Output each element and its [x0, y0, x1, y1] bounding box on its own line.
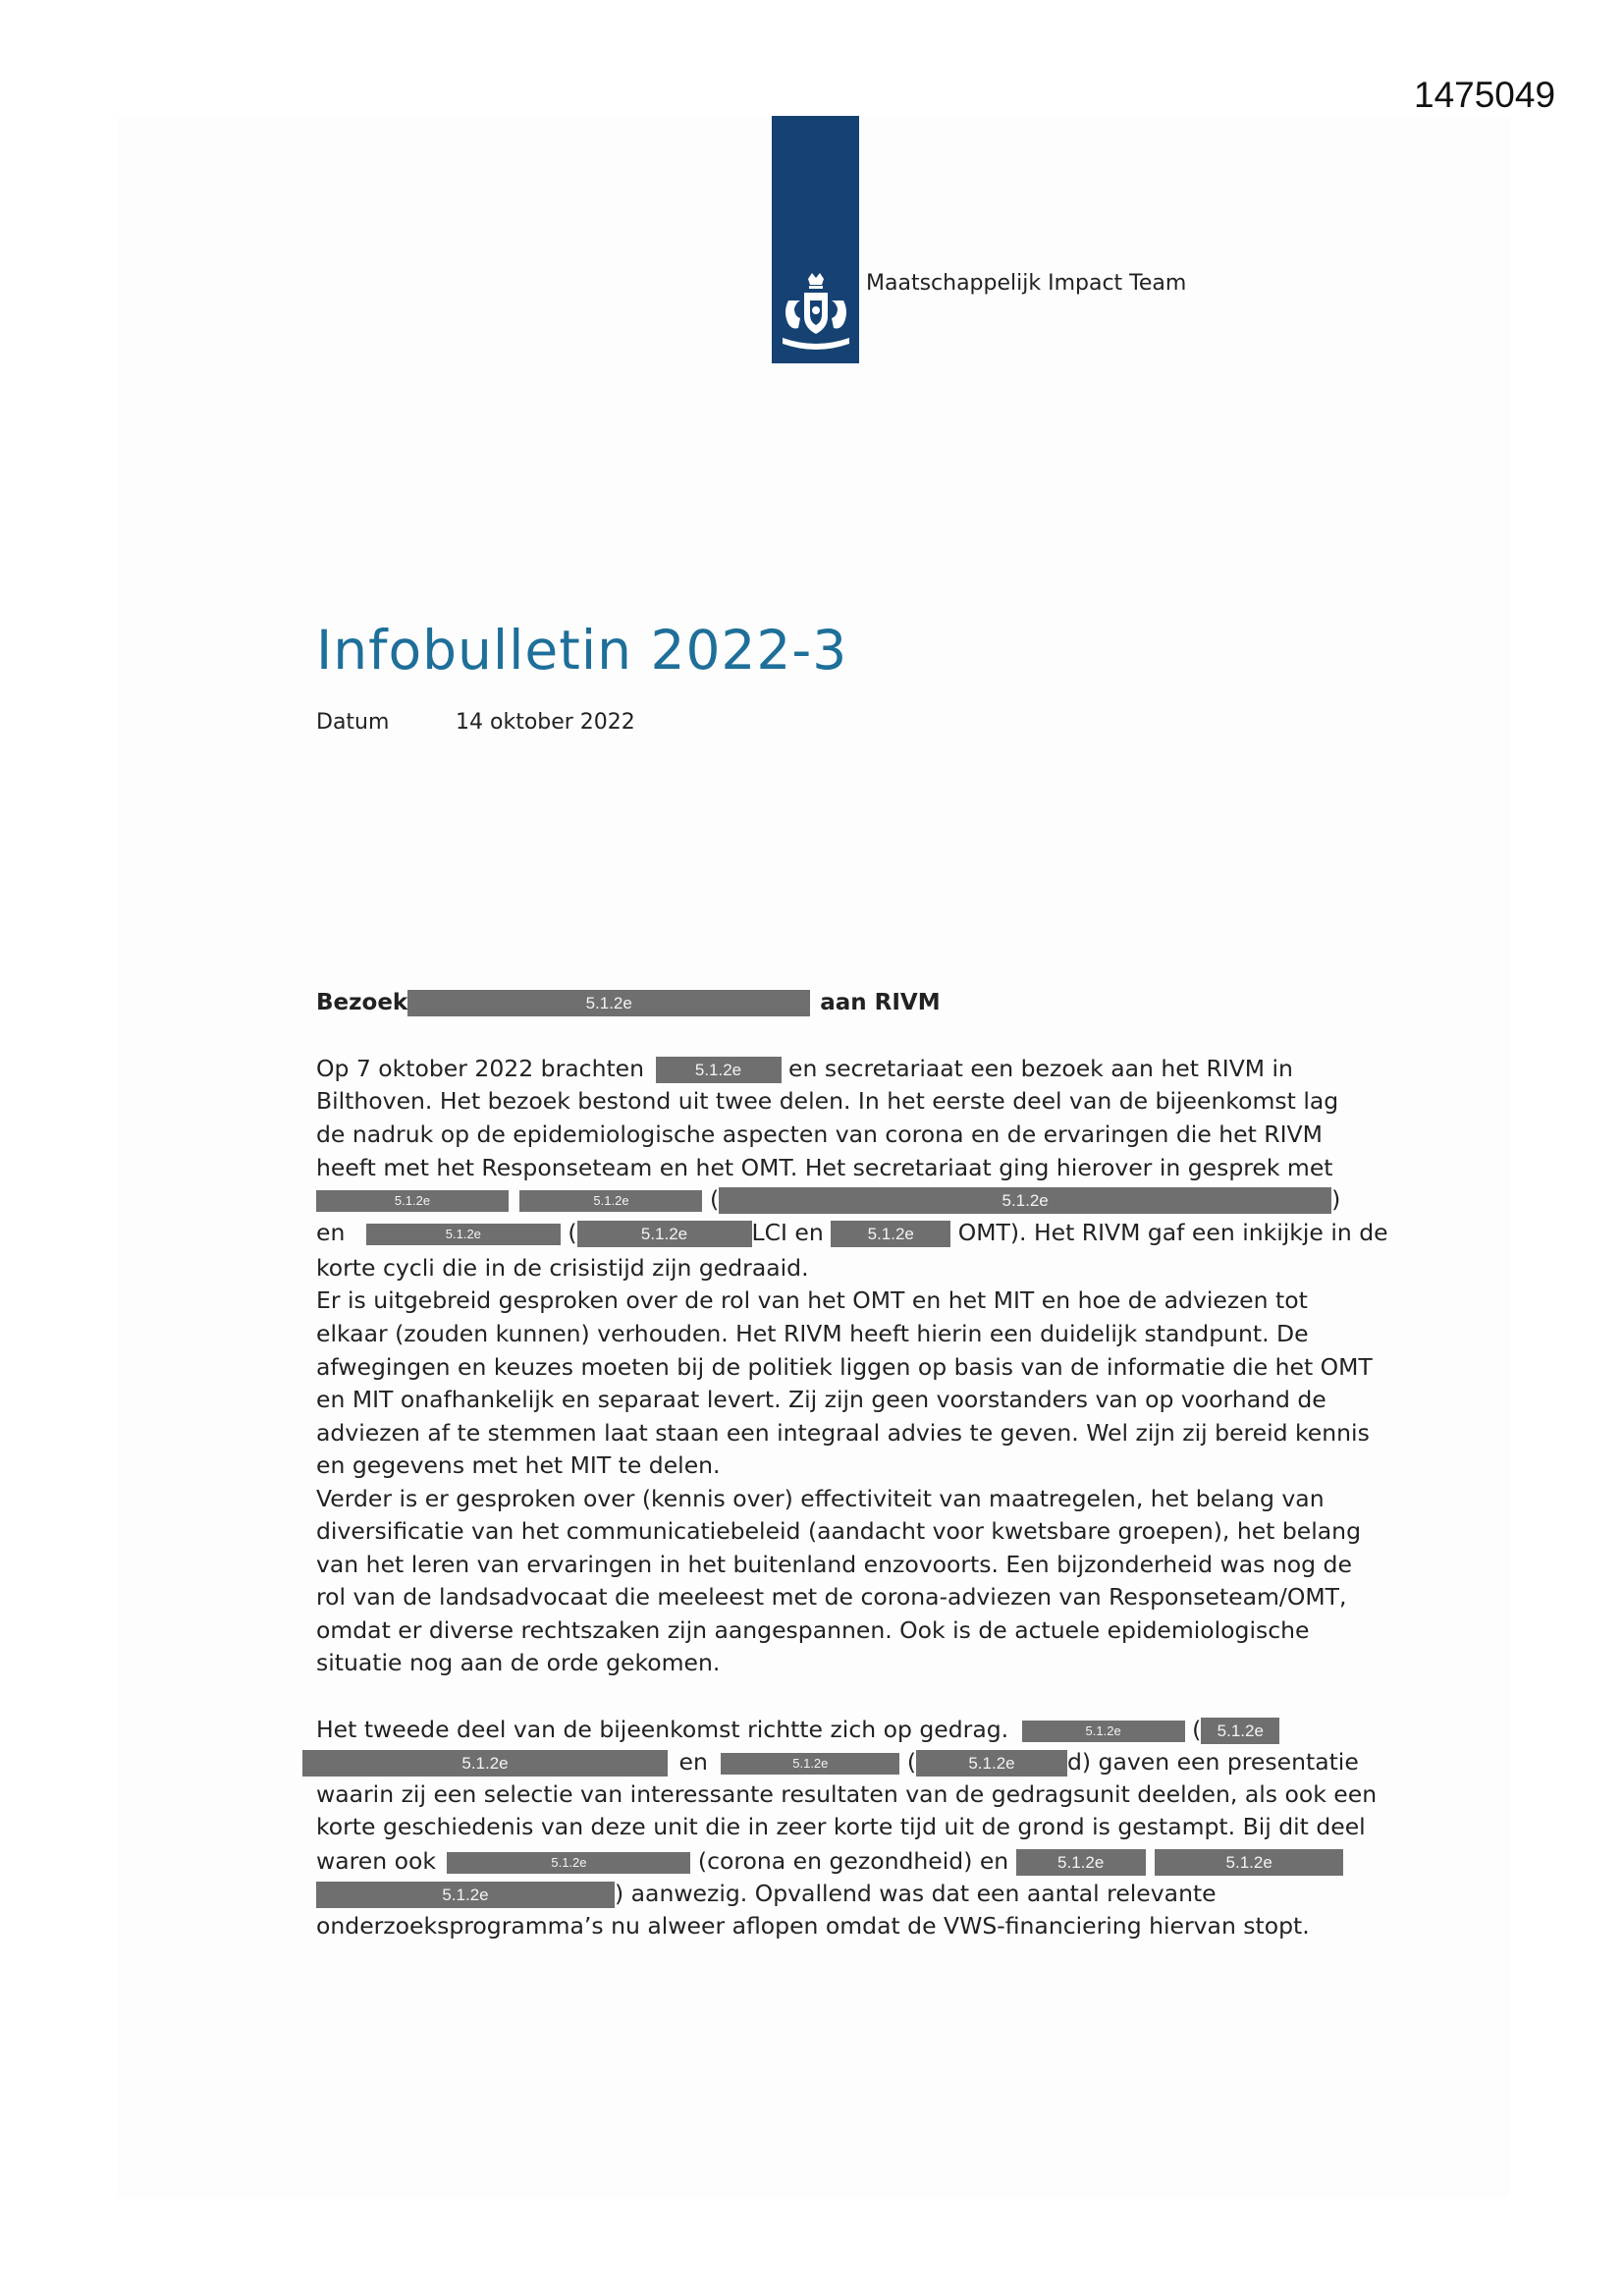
redaction-block: 5.1.2e	[656, 1057, 782, 1083]
redaction-block: 5.1.2e	[916, 1750, 1067, 1777]
date-value: 14 oktober 2022	[456, 710, 635, 735]
paragraph-line: korte geschiedenis van deze unit die in zeer korte tijd uit de grond is gestampt. Bij dit deel	[316, 1813, 1366, 1840]
section-heading	[316, 990, 941, 1016]
redaction-block: 5.1.2e	[316, 1882, 615, 1908]
paragraph-line: omdat er diverse rechtszaken zijn aangespannen. Ook is de actuele epidemiologische	[316, 1616, 1310, 1644]
redaction-block: 5.1.2e	[1016, 1849, 1146, 1876]
paragraph-line: onderzoeksprogramma’s nu alweer aflopen omdat de VWS-financiering hiervan stopt.	[316, 1912, 1310, 1940]
paragraph-line	[302, 1750, 1359, 1777]
text-span: waren ook	[316, 1847, 436, 1875]
redaction-block: 5.1.2e	[1201, 1718, 1279, 1744]
paragraph-line	[316, 1221, 1388, 1247]
text-span: (corona en gezondheid) en	[697, 1847, 1009, 1875]
paragraph-line	[316, 1057, 1293, 1083]
text-span: en	[678, 1748, 708, 1776]
text-span: Op 7 oktober 2022 brachten	[316, 1055, 645, 1082]
paragraph-line: Bilthoven. Het bezoek bestond uit twee delen. In het eerste deel van de bijeenkomst lag	[316, 1087, 1339, 1115]
redaction-block: 5.1.2e	[721, 1753, 899, 1775]
paragraph-line: Er is uitgebreid gesproken over de rol van het OMT en het MIT en hoe de adviezen tot	[316, 1286, 1308, 1314]
text-span: en	[316, 1219, 346, 1246]
redaction-block: 5.1.2e	[447, 1852, 690, 1874]
redaction-block: 5.1.2e	[407, 990, 810, 1016]
text-span: OMT). Het RIVM gaf een inkijkje in de	[957, 1219, 1388, 1246]
redaction-block: 5.1.2e	[302, 1750, 668, 1777]
paragraph-line: en MIT onafhankelijk en separaat levert. Zij zijn geen voorstanders van op voorhand de	[316, 1386, 1326, 1413]
text-span: en secretariaat een bezoek aan het RIVM in	[788, 1055, 1293, 1082]
paragraph-line	[316, 1849, 1343, 1876]
redaction-block: 5.1.2e	[1022, 1721, 1185, 1742]
paragraph-line	[316, 1187, 1340, 1214]
redaction-block: 5.1.2e	[316, 1190, 509, 1212]
text-span: d) gaven een presentatie	[1066, 1748, 1359, 1776]
paragraph-line: de nadruk op de epidemiologische aspecten van corona en de ervaringen die het RIVM	[316, 1121, 1323, 1148]
paragraph-line: heeft met het Responseteam en het OMT. Het secretariaat ging hierover in gesprek met	[316, 1154, 1333, 1181]
text-span: )	[1331, 1185, 1341, 1213]
redaction-block: 5.1.2e	[519, 1190, 702, 1212]
paragraph-line	[316, 1882, 1217, 1908]
paragraph-line: korte cycli die in de crisistijd zijn gedraaid.	[316, 1254, 809, 1282]
text-span: ) aanwezig. Opvallend was dat een aantal relevante	[615, 1880, 1217, 1907]
page-title: Infobulletin 2022-3	[316, 619, 848, 682]
heading-text-after: aan RIVM	[820, 990, 941, 1015]
text-span: (	[709, 1185, 720, 1213]
paragraph-line: situatie nog aan de orde gekomen.	[316, 1649, 721, 1676]
paragraph-line: adviezen af te stemmen laat staan een integraal advies te geven. Wel zijn zij bereid kennis	[316, 1419, 1370, 1447]
redaction-block: 5.1.2e	[366, 1224, 561, 1245]
paragraph-line: Verder is er gesproken over (kennis over) effectiviteit van maatregelen, het belang van	[316, 1485, 1325, 1512]
text-span: LCI en	[751, 1219, 824, 1246]
paragraph-line: en gegevens met het MIT te delen.	[316, 1451, 721, 1479]
paragraph-line: elkaar (zouden kunnen) verhouden. Het RIVM heeft hierin een duidelijk standpunt. De	[316, 1320, 1309, 1347]
text-span: Het tweede deel van de bijeenkomst richtte zich op gedrag.	[316, 1716, 1009, 1743]
redaction-block: 5.1.2e	[577, 1221, 752, 1247]
government-logo	[772, 116, 859, 363]
paragraph-line: diversificatie van het communicatiebeleid (aandacht voor kwetsbare groepen), het belang	[316, 1517, 1361, 1545]
heading-text-before: Bezoek	[316, 990, 408, 1015]
redaction-block: 5.1.2e	[831, 1221, 950, 1247]
paragraph-line	[316, 1718, 1279, 1744]
paragraph-line: rol van de landsadvocaat die meeleest met de corona-adviezen van Responseteam/OMT,	[316, 1583, 1347, 1611]
text-span: (	[906, 1748, 916, 1776]
paragraph-line: waarin zij een selectie van interessante resultaten van de gedragsunit deelden, als ook een	[316, 1780, 1378, 1808]
text-span: (	[568, 1219, 577, 1246]
paragraph-line: afwegingen en keuzes moeten bij de politiek liggen op basis van de informatie die het OMT	[316, 1353, 1373, 1381]
paragraph-line: van het leren van ervaringen in het buitenland enzovoorts. Een bijzonderheid was nog de	[316, 1551, 1352, 1578]
text-span: (	[1192, 1716, 1202, 1743]
organization-name: Maatschappelijk Impact Team	[866, 271, 1187, 296]
document-id: 1475049	[1414, 75, 1556, 115]
redaction-block: 5.1.2e	[1155, 1849, 1343, 1876]
royal-crest-icon	[779, 273, 853, 354]
date-label: Datum	[316, 710, 390, 735]
redaction-block: 5.1.2e	[719, 1187, 1331, 1214]
